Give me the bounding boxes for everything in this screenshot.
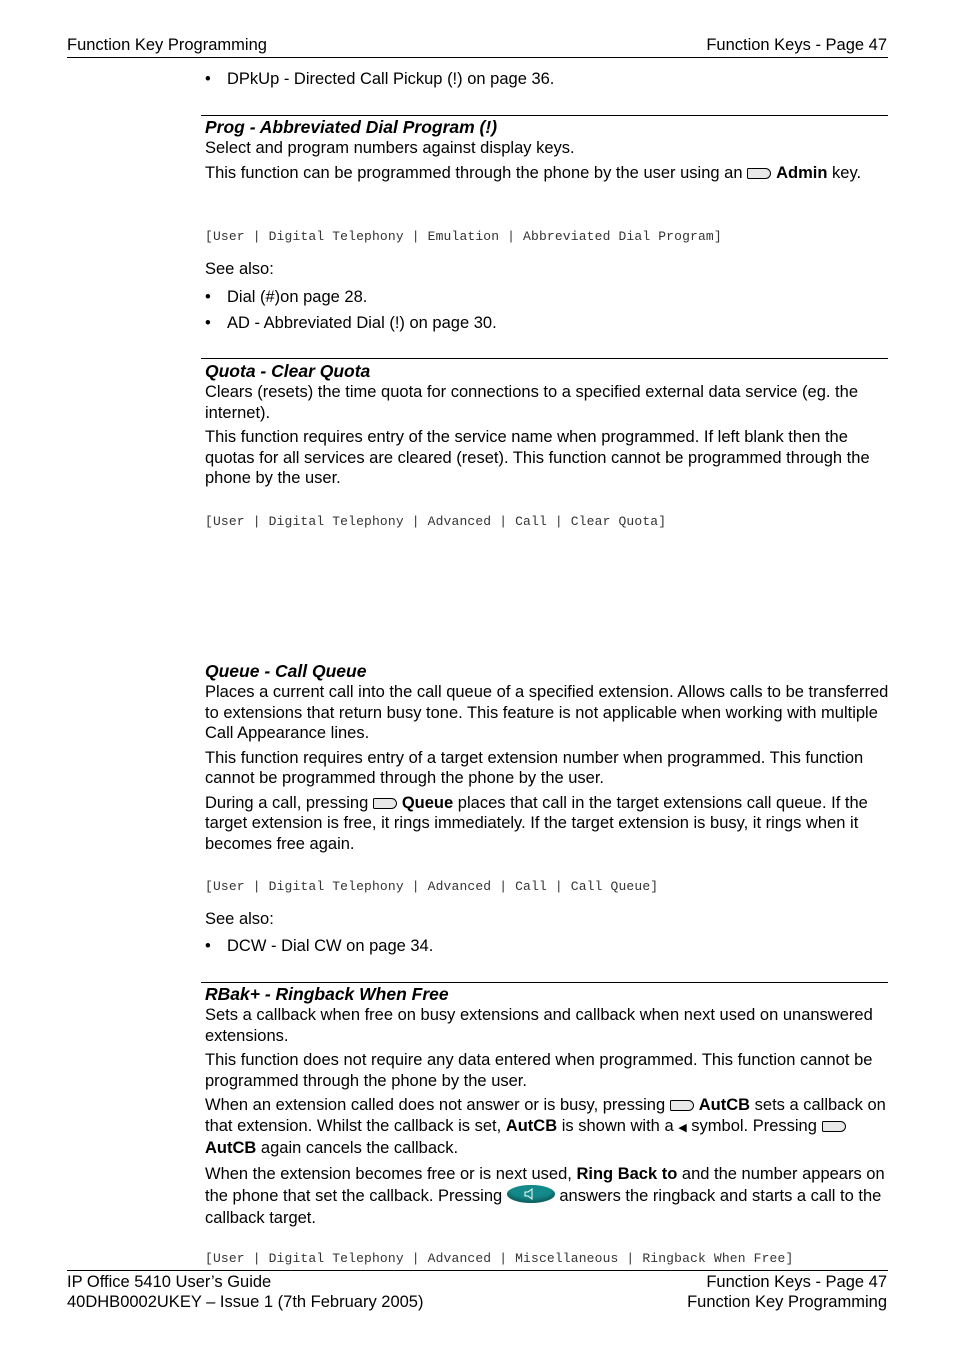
section-rbak (205, 984, 889, 1229)
section-prog (205, 117, 889, 183)
section-heading: RBak+ - Ringback When Free (205, 984, 449, 1004)
header-left: Function Key Programming (67, 36, 267, 54)
paragraph: During a call, pressing Queue places that call in the target extensions call queue. If the target extension is free, it rings immediately. If the target extension is busy, it rings when it becomes free again. (205, 793, 868, 853)
paragraph: When the extension becomes free or is next used, Ring Back to and the number appears on the phone that set the callback. Pressing answers the ringback and starts a call to the callback target. (205, 1164, 885, 1227)
section-quota (205, 361, 889, 489)
header-rule (67, 57, 888, 58)
paragraph: This function requires entry of a target extension number when programmed. This function cannot be programmed through the phone by the user. (205, 748, 864, 787)
paragraph: When an extension called does not answer or is busy, pressing AutCB sets a callback on that extension. Whilst the callback is set, AutCB is shown with a ◀ symbol. Pressing AutCB again cancels the callback. (205, 1096, 886, 1157)
config-path: [User | Digital Telephony | Advanced | Call | Clear Quota] (205, 514, 667, 529)
paragraph: Select and program numbers against display keys. (205, 139, 575, 157)
display-key-icon (373, 798, 397, 809)
footer-right-1: Function Keys - Page 47 (706, 1273, 887, 1291)
speaker-button-icon (507, 1185, 555, 1203)
paragraph: This function can be programmed through the phone by the user using an Admin key. (205, 163, 862, 182)
paragraph: This function requires entry of the service name when programmed. If left blank then the quotas for all services are cleared (reset). This function cannot be programmed through the phone by the user. (205, 428, 870, 487)
section-heading: Prog - Abbreviated Dial Program (!) (205, 117, 498, 137)
left-triangle-icon: ◀ (678, 1121, 687, 1134)
paragraph: This function does not require any data entered when programmed. This function cannot be programmed through the phone by the user. (205, 1051, 873, 1090)
paragraph: Clears (resets) the time quota for connections to a specified external data service (eg. the internet). (205, 383, 858, 422)
footer-left-2: 40DHB0002UKEY – Issue 1 (7th February 2005) (67, 1293, 424, 1311)
section-rule (201, 982, 888, 983)
section-rule (201, 115, 888, 116)
see-also-label: See also: (205, 260, 274, 278)
see-also-label: See also: (205, 910, 274, 928)
display-key-icon (747, 168, 771, 179)
config-path: [User | Digital Telephony | Emulation | Abbreviated Dial Program] (205, 229, 722, 244)
paragraph: Places a current call into the call queue of a specified extension. Allows calls to be transferred to extensions that return busy tone. This feature is not applicable when working with multiple Call Appearance lines. (205, 683, 889, 742)
header-right: Function Keys - Page 47 (706, 36, 887, 54)
footer-right-2: Function Key Programming (687, 1293, 887, 1311)
display-key-icon (670, 1100, 694, 1111)
footer-rule (67, 1270, 888, 1271)
footer-left-1: IP Office 5410 User’s Guide (67, 1273, 272, 1291)
section-rule (201, 358, 888, 359)
config-path: [User | Digital Telephony | Advanced | Call | Call Queue] (205, 879, 659, 894)
config-path: [User | Digital Telephony | Advanced | Miscellaneous | Ringback When Free] (205, 1251, 794, 1266)
section-heading: Quota - Clear Quota (205, 361, 371, 381)
section-queue (205, 661, 889, 854)
section-heading: Queue - Call Queue (205, 661, 367, 681)
display-key-icon (822, 1121, 846, 1132)
paragraph: Sets a callback when free on busy extensions and callback when next used on unanswered extensions. (205, 1006, 873, 1045)
